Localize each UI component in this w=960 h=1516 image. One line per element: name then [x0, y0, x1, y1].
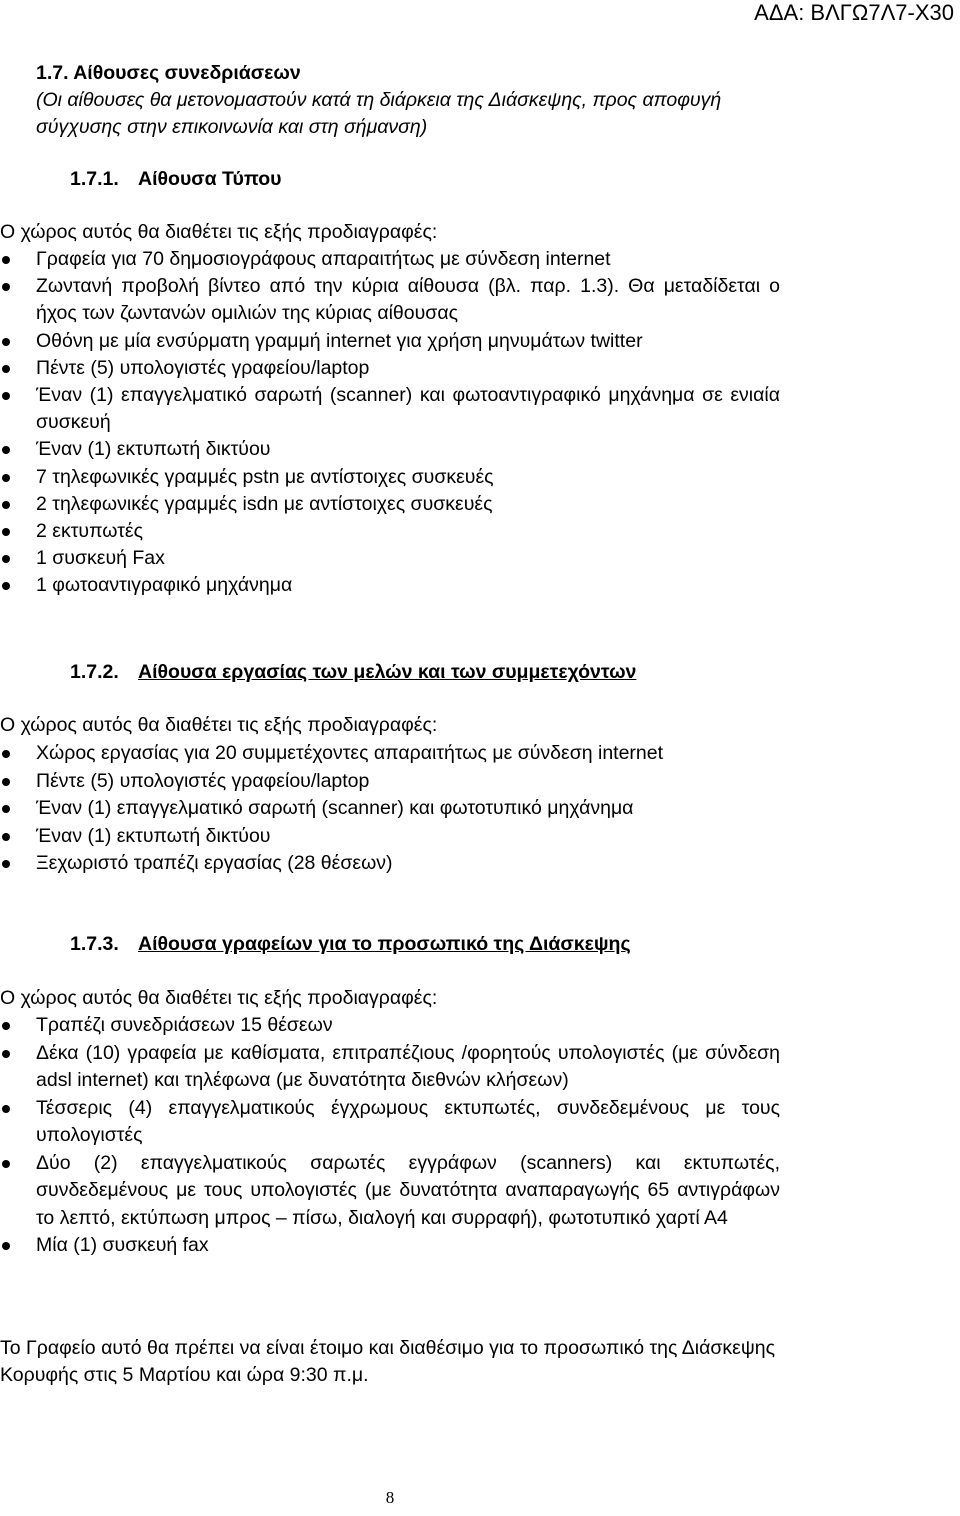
list-item: Οθόνη με μία ενσύρματη γραμμή internet για χρήση μηνυμάτων twitter [0, 328, 780, 355]
subsection-title: Αίθουσα Τύπου [138, 168, 282, 190]
list-item: Δύο (2) επαγγελματικούς σαρωτές εγγράφων (scanners) και εκτυπωτές, συνδεδεμένους με τους υπολογιστές (με δυνατότητα αναπαραγωγής 65 αντιγράφων το λεπτό, εκτύπωση μπρος – πίσω, διαλογή και συρραφή), φωτοτυπικό χαρτί Α4 [0, 1150, 780, 1233]
list-item: 1 συσκευή Fax [0, 545, 780, 572]
list-item: Τέσσερις (4) επαγγελματικούς έγχρωμους εκτυπωτές, συνδεδεμένους με τους υπολογιστές [0, 1095, 780, 1150]
spec-list-3 [0, 1012, 780, 1260]
subsection-heading-2 [70, 659, 636, 685]
list-item: Γραφεία για 70 δημοσιογράφους απαραιτήτως με σύνδεση internet [0, 246, 780, 273]
list-item: Έναν (1) εκτυπωτή δικτύου [0, 436, 780, 463]
subsection-intro: Ο χώρος αυτός θα διαθέτει τις εξής προδιαγραφές: [0, 714, 438, 736]
list-item: Έναν (1) επαγγελματικό σαρωτή (scanner) και φωτοαντιγραφικό μηχάνημα σε ενιαία συσκευή [0, 382, 780, 436]
list-item: Μία (1) συσκευή fax [0, 1232, 780, 1260]
list-item: Χώρος εργασίας για 20 συμμετέχοντες απαραιτήτως με σύνδεση internet [0, 740, 780, 768]
list-item: 2 εκτυπωτές [0, 518, 780, 545]
section-title: 1.7. Αίθουσες συνεδριάσεων [36, 62, 301, 84]
subsection-number: 1.7.2. [70, 661, 119, 683]
spec-list-1 [0, 246, 780, 600]
subsection-intro: Ο χώρος αυτός θα διαθέτει τις εξής προδιαγραφές: [0, 221, 438, 243]
section-note: (Οι αίθουσες θα μετονομαστούν κατά τη διάρκεια της Διάσκεψης, προς αποφυγή σύγχυσης στην επικοινωνία και στη σήμανση) [36, 89, 722, 138]
list-item: Πέντε (5) υπολογιστές γραφείου/laptop [0, 355, 780, 382]
list-item: 2 τηλεφωνικές γραμμές isdn με αντίστοιχες συσκευές [0, 491, 780, 518]
list-item: 1 φωτοαντιγραφικό μηχάνημα [0, 572, 780, 599]
list-item: Πέντε (5) υπολογιστές γραφείου/laptop [0, 768, 780, 796]
list-item: Έναν (1) επαγγελματικό σαρωτή (scanner) και φωτοτυπικό μηχάνημα [0, 795, 780, 823]
spec-list-2 [0, 740, 780, 878]
list-item: 7 τηλεφωνικές γραμμές pstn με αντίστοιχες συσκευές [0, 464, 780, 491]
list-item: Έναν (1) εκτυπωτή δικτύου [0, 823, 780, 851]
list-item: Δέκα (10) γραφεία με καθίσματα, επιτραπέζιους /φορητούς υπολογιστές (με σύνδεση adsl internet) και τηλέφωνα (με δυνατότητα διεθνών κλήσεων) [0, 1040, 780, 1095]
subsection-number: 1.7.3. [70, 933, 119, 955]
list-item: Ζωντανή προβολή βίντεο από την κύρια αίθουσα (βλ. παρ. 1.3). Θα μεταδίδεται ο ήχος των ζωντανών ομιλιών της κύριας αίθουσας [0, 273, 780, 327]
page-number: 8 [385, 1488, 395, 1507]
document-code: ΑΔΑ: ΒΛΓΩ7Λ7-Χ30 [754, 0, 954, 25]
subsection-heading-1 [70, 166, 282, 192]
closing-paragraph: Το Γραφείο αυτό θα πρέπει να είναι έτοιμο και διαθέσιμο για το προσωπικό της Διάσκεψης Κορυφής στις 5 Μαρτίου και ώρα 9:30 π.μ. [0, 1337, 776, 1386]
subsection-title: Αίθουσα γραφείων για το προσωπικό της Διάσκεψης [138, 933, 631, 955]
list-item: Ξεχωριστό τραπέζι εργασίας (28 θέσεων) [0, 850, 780, 878]
list-item: Τραπέζι συνεδριάσεων 15 θέσεων [0, 1012, 780, 1040]
subsection-heading-3 [70, 931, 631, 957]
subsection-number: 1.7.1. [70, 168, 119, 190]
subsection-title: Αίθουσα εργασίας των μελών και των συμμετεχόντων [138, 661, 637, 683]
subsection-intro: Ο χώρος αυτός θα διαθέτει τις εξής προδιαγραφές: [0, 987, 438, 1009]
